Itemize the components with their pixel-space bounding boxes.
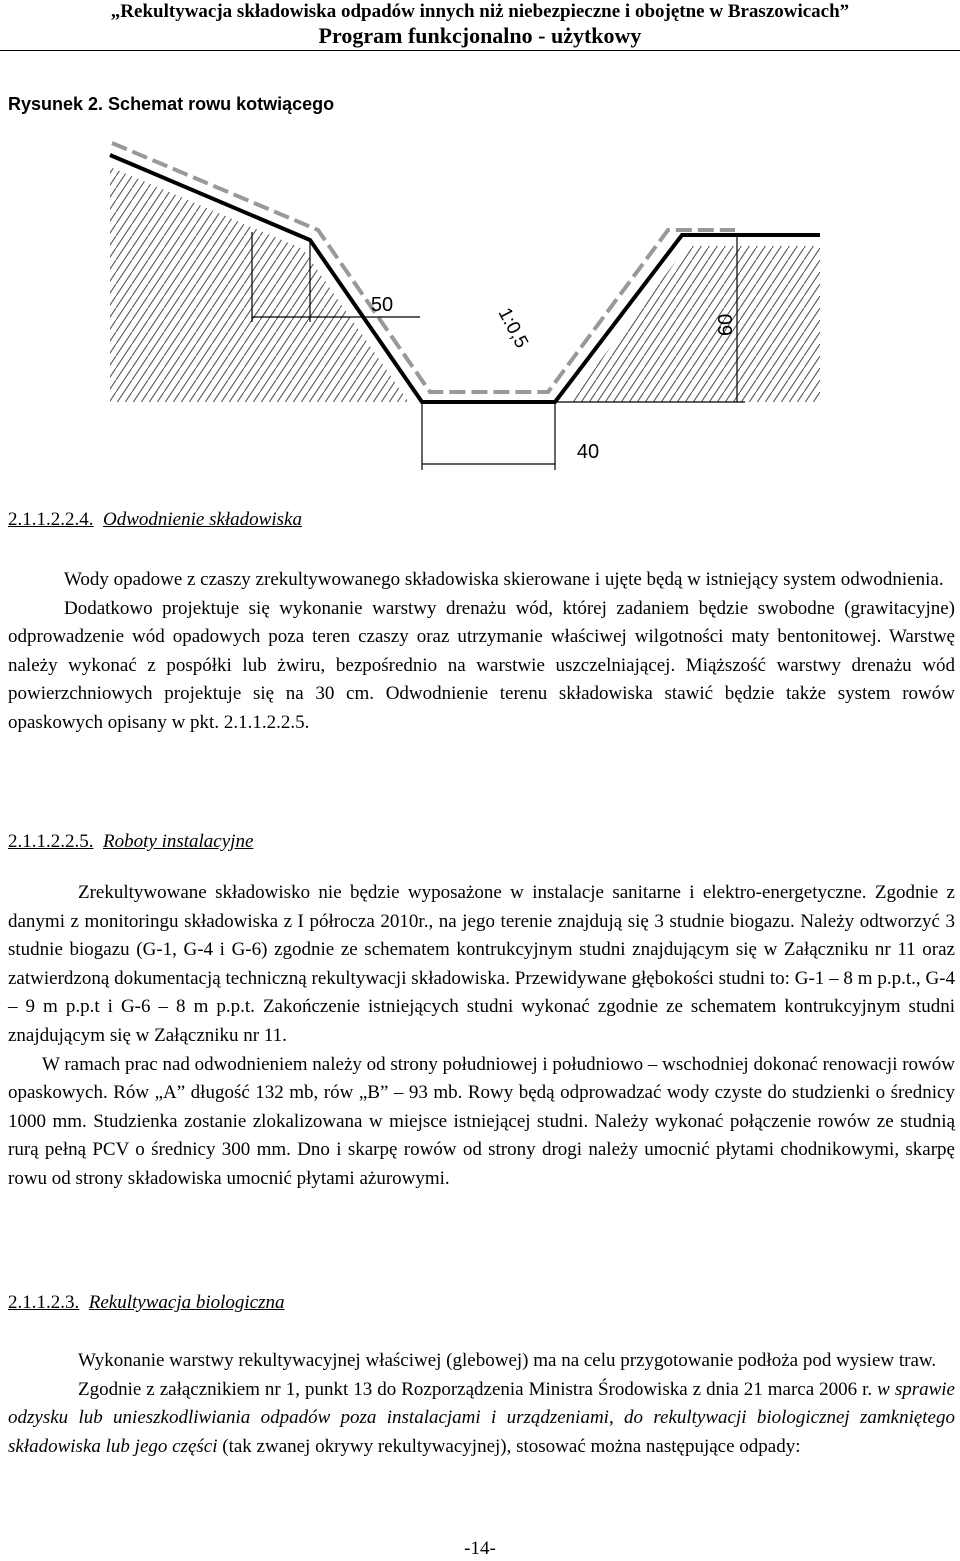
slope-label: 1:0,5 [493,304,532,352]
header-doc-type: Program funkcjonalno - użytkowy [318,23,642,48]
section-body-odwodnienie [8,566,955,738]
paragraph: Dodatkowo projektuje się wykonanie warstwy drenażu wód, której zadaniem będzie swobodne (grawitacyjne) odprowadzenie wód opadowych poza teren czaszy oraz utrzymanie właściwej wilgotności maty bentonitowej. Warstwę należy wykonać z pospółki lub żwiru, bezpośrednio na warstwie uszczelniającej. Miąższość warstwy drenażu wód powierzchniowych projektuje się na 30 cm. Odwodnienie terenu składowiska stawić będzie także system rowów opaskowych opisany w pkt. 2.1.1.2.2.5. [8,597,955,733]
section-heading-roboty [8,831,253,853]
paragraph [8,1376,955,1462]
regulation-title: w sprawie odzysku lub unieszkodliwiania odpadów poza instalacjami i urządzeniami, do rekultywacji biologicznej zamkniętego składowiska lub jego części [8,1378,955,1457]
dim-60-label: 60 [715,313,737,336]
section-number: 2.1.1.2.2.4. [8,509,94,530]
paragraph: Wody opadowe z czaszy zrekultywowanego składowiska skierowane i ujęte będą w istniejący system odwodnienia. [64,569,944,590]
dim-50-label: 50 [370,294,394,316]
page-number: -14- [464,1538,496,1559]
paragraph-text: (tak zwanej okrywy rekultywacyjnej), stosować można następujące odpady: [217,1435,801,1457]
section-number: 2.1.1.2.2.5. [8,831,94,852]
section-title: Roboty instalacyjne [103,831,254,852]
paragraph: Wykonanie warstwy rekultywacyjnej właściwej (glebowej) ma na celu przygotowanie podłoża pod wysiew traw. [78,1350,937,1371]
section-heading-rekultywacja [8,1292,285,1314]
header-project-title: „Rekultywacja składowiska odpadów innych niż niebezpieczne i obojętne w Braszowicach” [110,1,850,22]
paragraph: W ramach prac nad odwodnieniem należy od strony południowej i południowo – wschodniej dokonać renowacji rowów opaskowych. Rów „A” długość 132 mb, rów „B” – 93 mb. Rowy będą odprowadzać wody czyste do studzienki o średnicy 1000 mm. Studzienka zostanie zlokalizowana w miejsce istniejącej studni. Należy wykonać połączenie rowów ze studnią rurą pełną PCV o średnicy 300 mm. Dno i skarpę rowów od strony drogi należy umocnić płytami chodnikowymi, skarpę rowu od strony składowiska umocnić płytami ażurowymi. [8,1053,956,1189]
section-number: 2.1.1.2.3. [8,1292,80,1313]
section-body-roboty [8,879,955,1194]
ditch-diagram [100,140,830,480]
section-title: Odwodnienie składowiska [103,509,302,530]
section-title: Rekultywacja biologiczna [88,1292,285,1313]
dim-40-label: 40 [576,441,600,463]
paragraph-text: Zgodnie z załącznikiem nr 1, punkt 13 do Rozporządzenia Ministra Środowiska z dnia 21 marca 2006 r. [78,1378,878,1400]
paragraph: Zrekultywowane składowisko nie będzie wyposażone w instalacje sanitarne i elektro-energetyczne. Zgodnie z danymi z monitoringu składowiska z I półrocza 2010r., na jego terenie znajdują się 3 studnie biogazu. Należy odtworzyć 3 studnie biogazu (G-1, G-4 i G-6) zgodnie ze schematem kontrukcyjnym studni znajdującym się w Załączniku nr 11 oraz zatwierdzoną dokumentacją techniczną rekultywacji składowiska. Przewidywane głębokości studni to: G-1 – 8 m p.p.t., G-4 – 9 m p.p.t i G-6 – 8 m p.p.t. Zakończenie istniejących studni wykonać zgodnie ze schematem kontrukcyjnym studni znajdującym się w Załączniku nr 11. [8,882,955,1046]
page-header [0,0,960,51]
section-body-rekultywacja [8,1347,955,1461]
figure-caption: Rysunek 2. Schemat rowu kotwiącego [8,94,335,114]
section-heading-odwodnienie [8,509,302,531]
